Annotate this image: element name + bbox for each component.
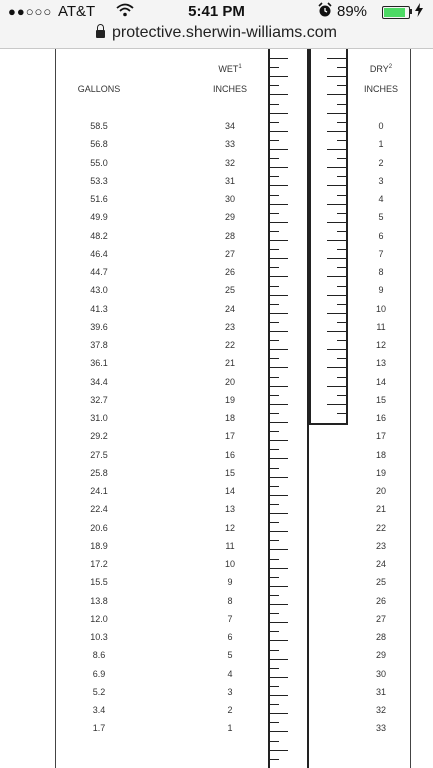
cell-gallons: 58.5: [90, 121, 108, 131]
cell-wet: 19: [224, 394, 235, 405]
wet-gauge-tick: [270, 276, 288, 277]
cell-dry: 16: [375, 413, 386, 423]
wet-gauge-tick: [270, 458, 288, 459]
dry-gauge-tick: [337, 158, 346, 159]
cell-wet: 34: [224, 121, 235, 131]
dry-gauge-tick: [337, 140, 346, 141]
cell-dry: 23: [375, 540, 386, 551]
cell-wet: 26: [224, 267, 235, 277]
cell-gallons: 36.1: [90, 358, 108, 369]
dry-gauge-tick: [337, 395, 346, 396]
cell-dry: 21: [375, 504, 386, 515]
dry-gauge-tick: [327, 313, 346, 314]
cell-gallons: 10.3: [90, 632, 108, 642]
cell-gallons: 29.2: [90, 431, 108, 442]
wet-gauge-tick: [270, 104, 279, 105]
wet-gauge-tick: [270, 741, 279, 742]
battery-level-fill: [384, 8, 405, 17]
wet-gauge-tick: [270, 122, 279, 123]
wet-gauge-tick: [270, 149, 288, 150]
cell-dry: 4: [378, 194, 384, 204]
cell-dry: 17: [375, 431, 386, 442]
wet-gauge-tick: [270, 559, 279, 560]
wet-gauge-tick: [270, 549, 288, 550]
dry-gauge-tick: [327, 258, 346, 259]
dry-gauge-tick: [337, 340, 346, 341]
cell-dry: 26: [375, 595, 386, 606]
dry-gauge-tick: [337, 195, 346, 196]
wet-gauge-tick: [270, 659, 288, 660]
wet-gauge-tick: [270, 731, 288, 732]
cell-wet: 2: [227, 705, 233, 715]
wet-gauge-tick: [270, 577, 279, 578]
wet-gauge-tick: [270, 222, 288, 223]
cell-gallons: 5.2: [92, 686, 106, 697]
cell-gallons: 1.7: [92, 723, 106, 734]
dry-gauge-tick: [327, 131, 346, 132]
cell-wet: 30: [224, 194, 235, 204]
wet-header: [208, 64, 252, 74]
cell-wet: 15: [224, 467, 235, 478]
cell-gallons: 24.1: [90, 486, 108, 496]
dry-gauge-bottom: [309, 423, 348, 425]
wet-gauge-tick: [270, 495, 288, 496]
wet-gauge-tick: [270, 713, 288, 714]
wet-gauge-tick: [270, 213, 279, 214]
cell-dry: 8: [378, 267, 384, 277]
cell-wet: 3: [227, 686, 233, 697]
wet-gauge-tick: [270, 322, 279, 323]
wet-gauge-tick: [270, 431, 279, 432]
signal-strength-icon: ●●○○○: [8, 4, 53, 19]
dry-gauge-tick: [337, 176, 346, 177]
wet-gauge-tick: [270, 613, 279, 614]
cell-wet: 31: [224, 175, 235, 186]
wet-gauge-tick: [270, 422, 288, 423]
dry-gauge-tick: [327, 204, 346, 205]
cell-wet: 8: [227, 595, 233, 606]
wet-gauge-tick: [270, 622, 288, 623]
cell-gallons: 20.6: [90, 522, 108, 533]
cell-wet: 22: [224, 340, 235, 350]
wet-gauge-tick: [270, 722, 279, 723]
wet-gauge-tick: [270, 185, 288, 186]
dry-gauge-tick: [337, 286, 346, 287]
cell-dry: 18: [375, 449, 386, 460]
wet-gauge-tick: [270, 586, 288, 587]
wet-gauge-tick: [270, 695, 288, 696]
cell-dry: 28: [375, 632, 386, 642]
wet-gauge-tick: [270, 440, 288, 441]
cell-dry: 1: [378, 139, 384, 150]
dry-gauge-tick: [337, 67, 346, 68]
wet-gauge-tick: [270, 631, 279, 632]
cell-wet: 7: [227, 613, 233, 624]
wet-gauge-tick: [270, 522, 279, 523]
cell-dry: 14: [375, 376, 386, 387]
dry-gauge-tick: [327, 76, 346, 77]
dry-gauge-tick: [337, 358, 346, 359]
cell-wet: 6: [227, 632, 233, 642]
wet-gauge-tick: [270, 568, 288, 569]
wet-gauge-tick: [270, 404, 288, 405]
wet-gauge-tick: [270, 477, 288, 478]
wet-gauge-tick: [270, 468, 279, 469]
wet-gauge-tick: [270, 167, 288, 168]
cell-wet: 5: [227, 650, 233, 661]
cell-dry: 7: [378, 248, 384, 259]
cell-gallons: 46.4: [90, 248, 108, 259]
dry-gauge-tick: [337, 213, 346, 214]
dry-gauge-tick: [327, 58, 346, 59]
wet-gauge-tick: [270, 650, 279, 651]
wet-gauge-tick: [270, 113, 288, 114]
clock: 5:41 PM: [188, 3, 245, 20]
dry-gauge-tick: [327, 331, 346, 332]
cell-gallons: 13.8: [90, 595, 108, 606]
wet-gauge-tick: [270, 386, 288, 387]
cell-gallons: 37.8: [90, 340, 108, 350]
cell-wet: 32: [224, 157, 235, 168]
cell-gallons: 3.4: [92, 705, 106, 715]
wet-gauge-tick: [270, 704, 279, 705]
cell-wet: 33: [224, 139, 235, 150]
cell-wet: 17: [224, 431, 235, 442]
wet-gauge-tick: [270, 331, 288, 332]
wet-gauge-tick: [270, 140, 279, 141]
cell-wet: 12: [224, 522, 235, 533]
gallons-header: GALLONS: [77, 84, 121, 94]
cell-wet: 14: [224, 486, 235, 496]
cell-gallons: 39.6: [90, 321, 108, 332]
cell-wet: 20: [224, 376, 235, 387]
cell-gallons: 18.9: [90, 540, 108, 551]
cell-dry: 29: [375, 650, 386, 661]
wet-gauge-tick: [270, 686, 279, 687]
dry-gauge-tick: [327, 167, 346, 168]
wet-gauge-tick: [270, 413, 279, 414]
dry-gauge-tick: [327, 185, 346, 186]
cell-wet: 24: [224, 303, 235, 314]
cell-dry: 33: [375, 723, 386, 734]
wet-gauge-tick: [270, 267, 279, 268]
cell-dry: 13: [375, 358, 386, 369]
wet-gauge-tick: [270, 668, 279, 669]
dry-gauge-tick: [337, 231, 346, 232]
cell-dry: 24: [375, 559, 386, 569]
wet-gauge-tick: [270, 504, 279, 505]
dry-header: [359, 64, 403, 74]
cell-dry: 6: [378, 230, 384, 241]
cell-gallons: 12.0: [90, 613, 108, 624]
dry-gauge-tick: [337, 249, 346, 250]
cell-gallons: 25.8: [90, 467, 108, 478]
wet-gauge-tick: [270, 677, 288, 678]
dry-gauge-tick: [337, 377, 346, 378]
cell-dry: 25: [375, 577, 386, 588]
cell-dry: 32: [375, 705, 386, 715]
wet-gauge-tick: [270, 750, 288, 751]
cell-wet: 10: [224, 559, 235, 569]
url-text: protective.sherwin-williams.com: [112, 24, 337, 41]
status-bar: [0, 0, 433, 22]
cell-wet: 28: [224, 230, 235, 241]
wet-header-label: WET: [218, 64, 239, 74]
cell-wet: 18: [224, 413, 235, 423]
url-display[interactable]: [96, 24, 337, 42]
wet-gauge-tick: [270, 204, 288, 205]
wet-gauge-tick: [270, 85, 279, 86]
dry-gauge-rail-right: [346, 49, 348, 423]
cell-gallons: 48.2: [90, 230, 108, 241]
cell-gallons: 55.0: [90, 157, 108, 168]
wet-gauge-tick: [270, 640, 288, 641]
cell-dry: 3: [378, 175, 384, 186]
cell-dry: 0: [378, 121, 384, 131]
wet-gauge-tick: [270, 313, 288, 314]
dry-footnote-marker: 2: [388, 64, 393, 70]
cell-gallons: 56.8: [90, 139, 108, 150]
wet-gauge-tick: [270, 449, 279, 450]
cell-wet: 25: [224, 285, 235, 296]
cell-gallons: 49.9: [90, 212, 108, 223]
cell-gallons: 44.7: [90, 267, 108, 277]
wet-gauge-tick: [270, 249, 279, 250]
cell-wet: 23: [224, 321, 235, 332]
cell-dry: 20: [375, 486, 386, 496]
dry-gauge-tick: [327, 295, 346, 296]
cell-wet: 21: [224, 358, 235, 369]
dry-gauge-tick: [337, 267, 346, 268]
cell-dry: 5: [378, 212, 384, 223]
dry-gauge-tick: [327, 94, 346, 95]
cell-wet: 9: [227, 577, 233, 588]
wet-gauge-tick: [270, 367, 288, 368]
cell-dry: 22: [375, 522, 386, 533]
cell-dry: 15: [375, 394, 386, 405]
wet-gauge-tick: [270, 595, 279, 596]
wet-gauge-tick: [270, 158, 279, 159]
cell-dry: 9: [378, 285, 384, 296]
cell-gallons: 41.3: [90, 303, 108, 314]
dry-gauge-tick: [337, 304, 346, 305]
cell-wet: 13: [224, 504, 235, 515]
dry-gauge-tick: [337, 85, 346, 86]
wet-gauge-tick: [270, 258, 288, 259]
cell-wet: 16: [224, 449, 235, 460]
wet-gauge-tick: [270, 759, 279, 760]
dry-gauge-tick: [327, 367, 346, 368]
cell-gallons: 8.6: [92, 650, 106, 661]
wet-gauge-tick: [270, 540, 279, 541]
wet-gauge-tick: [270, 604, 288, 605]
lock-icon: [96, 30, 105, 38]
dry-gauge-tick: [327, 386, 346, 387]
wet-gauge-tick: [270, 531, 288, 532]
cell-dry: 31: [375, 686, 386, 697]
alarm-icon: [318, 2, 332, 21]
cell-gallons: 17.2: [90, 559, 108, 569]
cell-wet: 1: [227, 723, 233, 734]
wet-footnote-marker: 1: [238, 64, 242, 70]
cell-gallons: 34.4: [90, 376, 108, 387]
cell-wet: 4: [227, 668, 233, 679]
wet-gauge-tick: [270, 131, 288, 132]
cell-dry: 19: [375, 467, 386, 478]
wet-gauge-tick: [270, 349, 288, 350]
cell-gallons: 22.4: [90, 504, 108, 515]
battery-percentage: 89%: [337, 3, 368, 20]
wet-gauge-tick: [270, 231, 279, 232]
browser-url-bar[interactable]: [0, 22, 433, 49]
battery-tip: [410, 9, 412, 14]
wet-gauge-tick: [270, 358, 279, 359]
cell-wet: 11: [225, 540, 235, 551]
carrier-name: AT&T: [58, 3, 96, 20]
cell-dry: 11: [376, 321, 386, 332]
cell-gallons: 6.9: [92, 668, 106, 679]
wet-gauge-tick: [270, 295, 288, 296]
dry-header-label: DRY: [369, 64, 389, 74]
dry-gauge-tick: [327, 349, 346, 350]
wet-gauge-tick: [270, 513, 288, 514]
battery-icon: [382, 6, 410, 19]
wet-gauge-tick: [270, 67, 279, 68]
wet-gauge-tick: [270, 304, 279, 305]
cell-gallons: 53.3: [90, 175, 108, 186]
cell-dry: 10: [375, 303, 386, 314]
table-border-left: [55, 49, 56, 768]
cell-dry: 2: [378, 157, 384, 168]
wet-gauge-tick: [270, 395, 279, 396]
cell-wet: 29: [224, 212, 235, 223]
dry-gauge-tick: [337, 322, 346, 323]
cell-gallons: 31.0: [90, 413, 108, 423]
dry-gauge-tick: [327, 276, 346, 277]
wet-gauge-tick: [270, 94, 288, 95]
page-content: [0, 49, 433, 768]
wet-inches-header: INCHES: [212, 84, 247, 94]
cell-gallons: 27.5: [90, 449, 108, 460]
dry-gauge-tick: [327, 240, 346, 241]
wet-gauge-tick: [270, 340, 279, 341]
dry-inches-header: INCHES: [363, 84, 398, 94]
wet-gauge-tick: [270, 240, 288, 241]
wet-gauge-tick: [270, 486, 279, 487]
cell-dry: 27: [375, 613, 386, 624]
dry-gauge-tick: [337, 413, 346, 414]
dry-gauge-rail-left: [309, 49, 311, 423]
cell-dry: 12: [375, 340, 386, 350]
charging-icon: [415, 3, 423, 20]
wet-gauge-tick: [270, 195, 279, 196]
dry-gauge-tick: [327, 149, 346, 150]
wet-gauge-tick: [270, 58, 288, 59]
cell-wet: 27: [224, 248, 235, 259]
wet-gauge-rail-left: [268, 49, 270, 768]
cell-gallons: 15.5: [90, 577, 108, 588]
wet-gauge-tick: [270, 176, 279, 177]
dry-gauge-tick: [327, 113, 346, 114]
dry-gauge-tick: [327, 404, 346, 405]
wet-gauge-tick: [270, 76, 288, 77]
wet-gauge-tick: [270, 377, 279, 378]
dry-gauge-tick: [337, 104, 346, 105]
table-border-right: [410, 49, 411, 768]
cell-gallons: 32.7: [90, 394, 108, 405]
dry-gauge-tick: [327, 222, 346, 223]
dry-gauge-tick: [337, 122, 346, 123]
cell-gallons: 51.6: [90, 194, 108, 204]
cell-dry: 30: [375, 668, 386, 679]
cell-gallons: 43.0: [90, 285, 108, 296]
wet-gauge-tick: [270, 286, 279, 287]
